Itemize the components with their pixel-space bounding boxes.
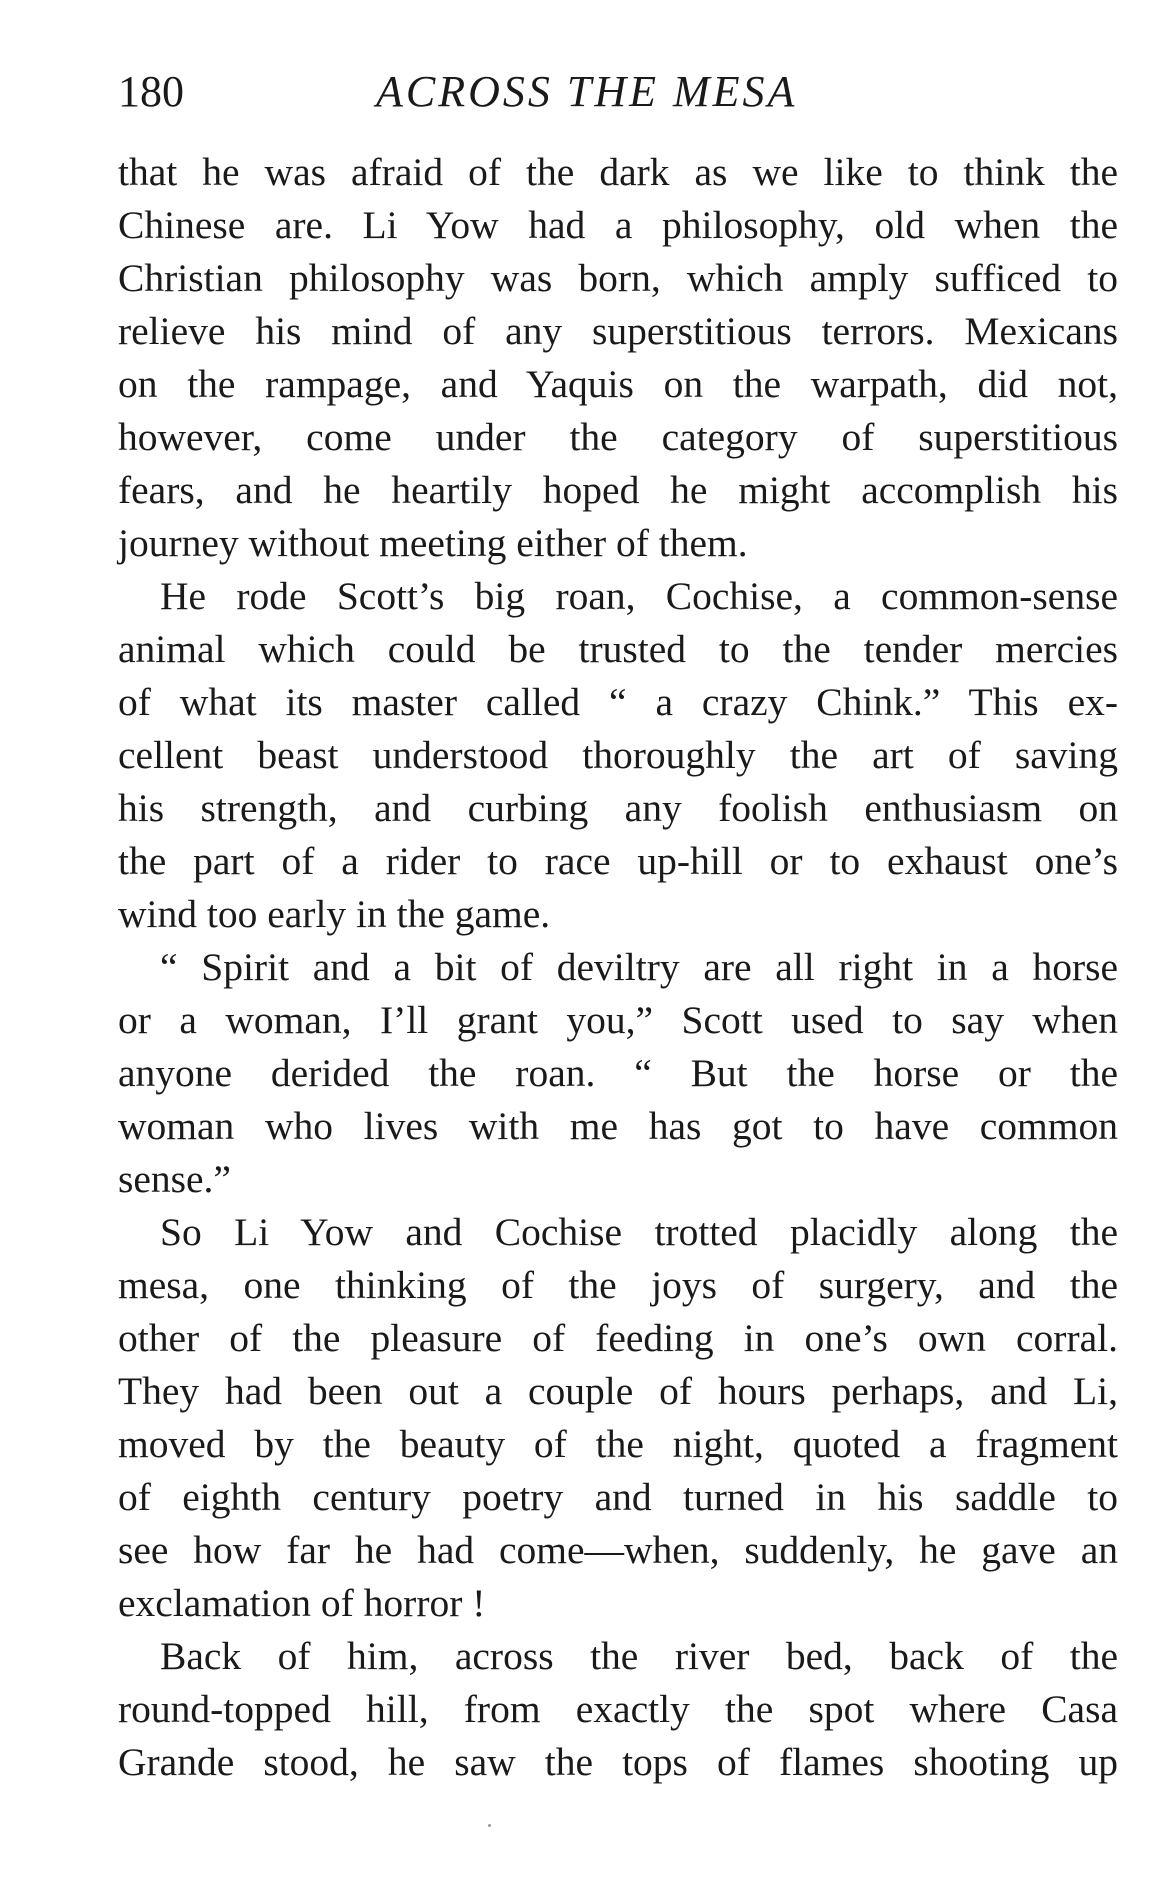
text-line: wind too early in the game. (118, 892, 551, 936)
text-line: He rode Scott’s big roan, Cochise, a common-sense (160, 574, 1118, 618)
text-line: that he was afraid of the dark as we like to think the (118, 150, 1118, 194)
text-line: So Li Yow and Cochise trotted placidly along the (160, 1210, 1118, 1254)
text-line: see how far he had come—when, suddenly, he gave an (118, 1528, 1118, 1572)
text-line: of what its master called “ a crazy Chink.” This ex- (118, 680, 1118, 724)
text-line: Grande stood, he saw the tops of flames shooting up (118, 1740, 1118, 1784)
text-line: moved by the beauty of the night, quoted a fragment (118, 1422, 1118, 1466)
text-line: relieve his mind of any superstitious terrors. Mexicans (118, 309, 1118, 353)
text-line: anyone derided the roan. “ But the horse or the (118, 1051, 1118, 1095)
text-line: or a woman, I’ll grant you,” Scott used to say when (118, 998, 1118, 1042)
text-line: Back of him, across the river bed, back of the (160, 1634, 1118, 1678)
text-line: on the rampage, and Yaquis on the warpath, did not, (118, 362, 1118, 406)
text-line: woman who lives with me has got to have common (118, 1104, 1118, 1148)
text-line: journey without meeting either of them. (118, 521, 748, 565)
running-title: ACROSS THE MESA (376, 67, 798, 116)
text-line: Christian philosophy was born, which amply sufficed to (118, 256, 1118, 300)
text-line: however, come under the category of superstitious (118, 415, 1118, 459)
text-line: exclamation of horror ! (118, 1581, 486, 1625)
text-line: his strength, and curbing any foolish enthusiasm on (118, 786, 1118, 830)
text-line: other of the pleasure of feeding in one’s own corral. (118, 1316, 1118, 1360)
text-line: They had been out a couple of hours perhaps, and Li, (118, 1369, 1118, 1413)
text-line: animal which could be trusted to the tender mercies (118, 627, 1118, 671)
page-number: 180 (118, 67, 184, 116)
text-line: the part of a rider to race up-hill or to exhaust one’s (118, 839, 1118, 883)
text-line: mesa, one thinking of the joys of surgery, and the (118, 1263, 1118, 1307)
text-line: sense.” (118, 1157, 231, 1201)
text-line: Chinese are. Li Yow had a philosophy, old when the (118, 203, 1118, 247)
text-line: cellent beast understood thoroughly the art of saving (118, 733, 1118, 777)
text-line: fears, and he heartily hoped he might accomplish his (118, 468, 1118, 512)
text-line: round-topped hill, from exactly the spot where Casa (118, 1687, 1118, 1731)
text-line: “ Spirit and a bit of deviltry are all right in a horse (160, 945, 1118, 989)
body-text (118, 146, 1118, 1789)
print-speck (488, 1824, 491, 1827)
running-head (118, 62, 1118, 122)
text-line: of eighth century poetry and turned in his saddle to (118, 1475, 1118, 1519)
